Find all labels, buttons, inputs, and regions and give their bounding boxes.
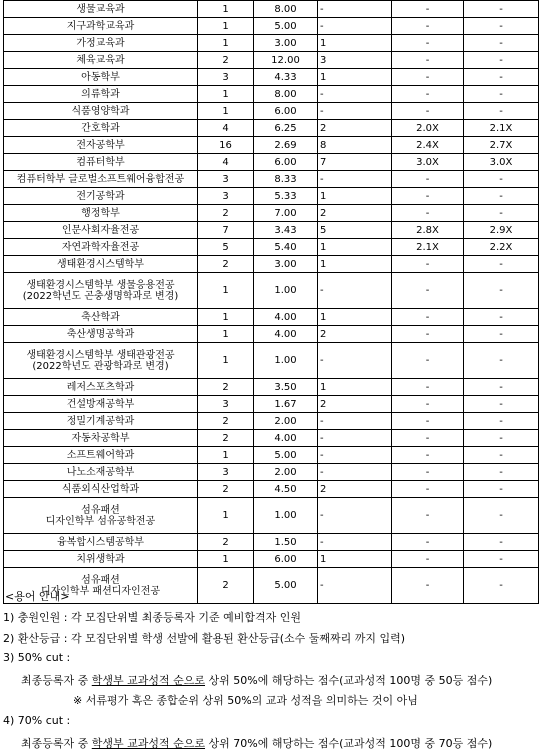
note-3-detail <box>21 672 492 688</box>
ratio-cell: 1.50 <box>254 534 318 551</box>
note-4-detail <box>21 735 492 751</box>
cut50-cell: - <box>392 551 464 568</box>
cut50-cell: - <box>392 86 464 103</box>
filled-cell: 1 <box>318 188 392 205</box>
ratio-cell: 6.00 <box>254 551 318 568</box>
table-row <box>4 447 539 464</box>
dept-cell: 가정교육과 <box>4 35 198 52</box>
ratio-cell: 8.33 <box>254 171 318 188</box>
ratio-cell: 1.00 <box>254 343 318 379</box>
quota-cell: 2 <box>198 534 254 551</box>
note-3-detail-underline: 학생부 교과성적 순으로 <box>91 674 206 687</box>
quota-cell: 1 <box>198 273 254 309</box>
table-row <box>4 273 539 309</box>
ratio-cell: 5.00 <box>254 568 318 604</box>
cut70-cell: 2.9X <box>464 222 539 239</box>
dept-name-line1: 섬유패션 <box>81 574 120 586</box>
table-row <box>4 396 539 413</box>
quota-cell: 2 <box>198 256 254 273</box>
dept-cell <box>4 273 198 309</box>
dept-name-line2: (2022학년도 관광학과로 변경) <box>32 360 169 372</box>
dept-cell: 지구과학교육과 <box>4 18 198 35</box>
quota-cell: 5 <box>198 239 254 256</box>
cut50-cell: - <box>392 430 464 447</box>
dept-name-line1: 섬유패션 <box>81 504 120 516</box>
cut70-cell: - <box>464 568 539 604</box>
table-row <box>4 137 539 154</box>
cut70-cell: - <box>464 86 539 103</box>
dept-cell: 건설방재공학부 <box>4 396 198 413</box>
dept-cell: 레저스포츠학과 <box>4 379 198 396</box>
cut70-cell: - <box>464 430 539 447</box>
ratio-cell: 2.00 <box>254 413 318 430</box>
ratio-cell: 2.00 <box>254 464 318 481</box>
ratio-cell: 3.00 <box>254 35 318 52</box>
cut70-cell: 2.7X <box>464 137 539 154</box>
cut70-cell: - <box>464 69 539 86</box>
ratio-cell: 4.00 <box>254 309 318 326</box>
cut70-cell: - <box>464 447 539 464</box>
cut50-cell: - <box>392 464 464 481</box>
cut70-cell: - <box>464 18 539 35</box>
cut50-cell: - <box>392 205 464 222</box>
ratio-cell: 6.00 <box>254 154 318 171</box>
dept-cell: 자연과학자율전공 <box>4 239 198 256</box>
filled-cell: 2 <box>318 326 392 343</box>
dept-cell: 컴퓨터학부 글로벌소프트웨어융합전공 <box>4 171 198 188</box>
note-3-remark: ※ 서류평가 혹은 종합순위 상위 50%의 교과 성적을 의미하는 것이 아님 <box>73 694 418 707</box>
cut50-cell: - <box>392 171 464 188</box>
filled-cell: 2 <box>318 481 392 498</box>
dept-cell: 생물교육과 <box>4 1 198 18</box>
filled-cell: - <box>318 534 392 551</box>
note-4-detail-post: 상위 70%에 해당하는 점수(교과성적 100명 중 70등 점수) <box>205 737 493 750</box>
quota-cell: 2 <box>198 430 254 447</box>
cut70-cell: - <box>464 343 539 379</box>
table-row <box>4 171 539 188</box>
ratio-cell: 4.50 <box>254 481 318 498</box>
dept-name-line2: (2022학년도 곤충생명학과로 변경) <box>22 290 179 302</box>
quota-cell: 1 <box>198 1 254 18</box>
quota-cell: 2 <box>198 205 254 222</box>
note-3-detail-post: 상위 50%에 해당하는 점수(교과성적 100명 중 50등 점수) <box>205 674 493 687</box>
cut70-cell: - <box>464 256 539 273</box>
ratio-cell: 7.00 <box>254 205 318 222</box>
note-4: 4) 70% cut : <box>3 714 71 727</box>
cut50-cell: - <box>392 326 464 343</box>
quota-cell: 1 <box>198 326 254 343</box>
dept-cell: 아동학부 <box>4 69 198 86</box>
cut70-cell: - <box>464 188 539 205</box>
filled-cell: - <box>318 273 392 309</box>
table-row <box>4 35 539 52</box>
table-row <box>4 568 539 604</box>
cut70-cell: - <box>464 171 539 188</box>
filled-cell: 1 <box>318 551 392 568</box>
table-row <box>4 239 539 256</box>
cut70-cell: - <box>464 309 539 326</box>
notes-heading: <용어 안내> <box>5 590 70 603</box>
note-4-detail-pre: 최종등록자 중 <box>21 737 92 750</box>
filled-cell: 1 <box>318 379 392 396</box>
cut50-cell: 2.1X <box>392 239 464 256</box>
ratio-cell: 4.33 <box>254 69 318 86</box>
cut50-cell: - <box>392 35 464 52</box>
dept-cell: 체육교육과 <box>4 52 198 69</box>
note-3-detail-pre: 최종등록자 중 <box>21 674 92 687</box>
ratio-cell: 3.00 <box>254 256 318 273</box>
cut50-cell: 3.0X <box>392 154 464 171</box>
dept-cell: 치위생학과 <box>4 551 198 568</box>
table-row <box>4 498 539 534</box>
dept-cell <box>4 498 198 534</box>
cut70-cell: - <box>464 396 539 413</box>
ratio-cell: 5.00 <box>254 447 318 464</box>
quota-cell: 3 <box>198 396 254 413</box>
quota-cell: 3 <box>198 171 254 188</box>
table-row <box>4 154 539 171</box>
dept-cell: 인문사회자율전공 <box>4 222 198 239</box>
cut70-cell: - <box>464 35 539 52</box>
cut70-cell: - <box>464 103 539 120</box>
quota-cell: 1 <box>198 35 254 52</box>
filled-cell: 7 <box>318 154 392 171</box>
table-row <box>4 52 539 69</box>
dept-cell: 축산생명공학과 <box>4 326 198 343</box>
ratio-cell: 2.69 <box>254 137 318 154</box>
cut70-cell: - <box>464 205 539 222</box>
dept-cell: 축산학과 <box>4 309 198 326</box>
dept-cell: 식품외식산업학과 <box>4 481 198 498</box>
cut50-cell: - <box>392 534 464 551</box>
note-1: 1) 충원인원 : 각 모집단위별 최종등록자 기준 예비합격자 인원 <box>3 611 301 624</box>
table-row <box>4 69 539 86</box>
cut50-cell: - <box>392 379 464 396</box>
table-row <box>4 188 539 205</box>
ratio-cell: 6.25 <box>254 120 318 137</box>
cut50-cell: - <box>392 481 464 498</box>
filled-cell: 2 <box>318 120 392 137</box>
cut70-cell: - <box>464 551 539 568</box>
cut50-cell: - <box>392 309 464 326</box>
dept-cell: 소프트웨어학과 <box>4 447 198 464</box>
dept-name-line2: 디자인학부 패션디자인전공 <box>40 585 161 597</box>
dept-cell <box>4 343 198 379</box>
table-row <box>4 551 539 568</box>
cut50-cell: - <box>392 52 464 69</box>
ratio-cell: 8.00 <box>254 1 318 18</box>
cut50-cell: - <box>392 413 464 430</box>
cut50-cell: - <box>392 256 464 273</box>
cut70-cell: - <box>464 534 539 551</box>
table-row <box>4 430 539 447</box>
table-row <box>4 86 539 103</box>
table-row <box>4 326 539 343</box>
quota-cell: 7 <box>198 222 254 239</box>
filled-cell: - <box>318 464 392 481</box>
ratio-cell: 8.00 <box>254 86 318 103</box>
dept-cell: 행정학부 <box>4 205 198 222</box>
cut50-cell: - <box>392 69 464 86</box>
note-2: 2) 환산등급 : 각 모집단위별 학생 선발에 활용된 환산등급(소수 둘째짜리 까지 입력) <box>3 632 406 645</box>
filled-cell: - <box>318 498 392 534</box>
filled-cell: 2 <box>318 205 392 222</box>
filled-cell: 5 <box>318 222 392 239</box>
cut70-cell: - <box>464 379 539 396</box>
quota-cell: 16 <box>198 137 254 154</box>
table-row <box>4 343 539 379</box>
quota-cell: 3 <box>198 69 254 86</box>
ratio-cell: 5.33 <box>254 188 318 205</box>
filled-cell: - <box>318 430 392 447</box>
table-row <box>4 413 539 430</box>
quota-cell: 4 <box>198 154 254 171</box>
cut50-cell: 2.8X <box>392 222 464 239</box>
filled-cell: - <box>318 171 392 188</box>
filled-cell: 1 <box>318 35 392 52</box>
filled-cell: - <box>318 103 392 120</box>
table-row <box>4 120 539 137</box>
filled-cell: 1 <box>318 69 392 86</box>
filled-cell: 8 <box>318 137 392 154</box>
quota-cell: 1 <box>198 18 254 35</box>
quota-cell: 2 <box>198 379 254 396</box>
dept-cell: 식품영양학과 <box>4 103 198 120</box>
filled-cell: 1 <box>318 239 392 256</box>
cut70-cell: - <box>464 52 539 69</box>
dept-cell: 자동차공학부 <box>4 430 198 447</box>
table-row <box>4 379 539 396</box>
filled-cell: 2 <box>318 396 392 413</box>
cut50-cell: 2.0X <box>392 120 464 137</box>
cut50-cell: - <box>392 568 464 604</box>
quota-cell: 4 <box>198 120 254 137</box>
dept-name-line2: 디자인학부 섬유공학전공 <box>45 515 156 527</box>
ratio-cell: 12.00 <box>254 52 318 69</box>
ratio-cell: 6.00 <box>254 103 318 120</box>
ratio-cell: 3.50 <box>254 379 318 396</box>
dept-name-line1: 생태환경시스템학부 생물응용전공 <box>26 279 175 291</box>
cut50-cell: - <box>392 103 464 120</box>
cut50-cell: - <box>392 396 464 413</box>
dept-name-line1: 생태환경시스템학부 생태관광전공 <box>26 349 175 361</box>
cut70-cell: - <box>464 273 539 309</box>
table-row <box>4 1 539 18</box>
quota-cell: 1 <box>198 86 254 103</box>
ratio-cell: 1.67 <box>254 396 318 413</box>
ratio-cell: 3.43 <box>254 222 318 239</box>
cut50-cell: - <box>392 273 464 309</box>
ratio-cell: 4.00 <box>254 326 318 343</box>
dept-cell: 컴퓨터학부 <box>4 154 198 171</box>
quota-cell: 1 <box>198 103 254 120</box>
note-3: 3) 50% cut : <box>3 651 71 664</box>
cut70-cell: - <box>464 1 539 18</box>
quota-cell: 3 <box>198 188 254 205</box>
cut70-cell: - <box>464 481 539 498</box>
quota-cell: 3 <box>198 464 254 481</box>
cut70-cell: - <box>464 498 539 534</box>
filled-cell: - <box>318 343 392 379</box>
cut70-cell: - <box>464 413 539 430</box>
ratio-cell: 5.40 <box>254 239 318 256</box>
ratio-cell: 5.00 <box>254 18 318 35</box>
cut70-cell: 2.1X <box>464 120 539 137</box>
filled-cell: - <box>318 1 392 18</box>
quota-cell: 1 <box>198 309 254 326</box>
cut50-cell: - <box>392 498 464 534</box>
ratio-cell: 4.00 <box>254 430 318 447</box>
dept-cell: 전기공학과 <box>4 188 198 205</box>
cut50-cell: - <box>392 1 464 18</box>
filled-cell: - <box>318 568 392 604</box>
dept-cell: 생태환경시스템학부 <box>4 256 198 273</box>
dept-cell: 나노소재공학부 <box>4 464 198 481</box>
cut50-cell: 2.4X <box>392 137 464 154</box>
cut50-cell: - <box>392 18 464 35</box>
quota-cell: 2 <box>198 481 254 498</box>
filled-cell: 1 <box>318 256 392 273</box>
cut50-cell: - <box>392 343 464 379</box>
filled-cell: - <box>318 18 392 35</box>
filled-cell: 3 <box>318 52 392 69</box>
table-row <box>4 309 539 326</box>
dept-cell: 간호학과 <box>4 120 198 137</box>
dept-cell: 의류학과 <box>4 86 198 103</box>
table-row <box>4 534 539 551</box>
ratio-cell: 1.00 <box>254 498 318 534</box>
dept-cell: 정밀기계공학과 <box>4 413 198 430</box>
cut50-cell: - <box>392 188 464 205</box>
ratio-cell: 1.00 <box>254 273 318 309</box>
filled-cell: - <box>318 413 392 430</box>
table-row <box>4 481 539 498</box>
note-4-detail-underline: 학생부 교과성적 순으로 <box>91 737 206 750</box>
admission-results-table <box>3 0 539 604</box>
quota-cell: 1 <box>198 447 254 464</box>
cut70-cell: 2.2X <box>464 239 539 256</box>
quota-cell: 2 <box>198 52 254 69</box>
filled-cell: - <box>318 447 392 464</box>
filled-cell: 1 <box>318 309 392 326</box>
table-row <box>4 205 539 222</box>
quota-cell: 2 <box>198 413 254 430</box>
quota-cell: 1 <box>198 343 254 379</box>
cut50-cell: - <box>392 447 464 464</box>
quota-cell: 2 <box>198 568 254 604</box>
cut70-cell: - <box>464 464 539 481</box>
table-row <box>4 103 539 120</box>
table-row <box>4 222 539 239</box>
filled-cell: - <box>318 86 392 103</box>
quota-cell: 1 <box>198 498 254 534</box>
quota-cell: 1 <box>198 551 254 568</box>
table-row <box>4 464 539 481</box>
dept-cell: 융복합시스템공학부 <box>4 534 198 551</box>
table-row <box>4 256 539 273</box>
table-row <box>4 18 539 35</box>
dept-cell: 전자공학부 <box>4 137 198 154</box>
cut70-cell: - <box>464 326 539 343</box>
cut70-cell: 3.0X <box>464 154 539 171</box>
